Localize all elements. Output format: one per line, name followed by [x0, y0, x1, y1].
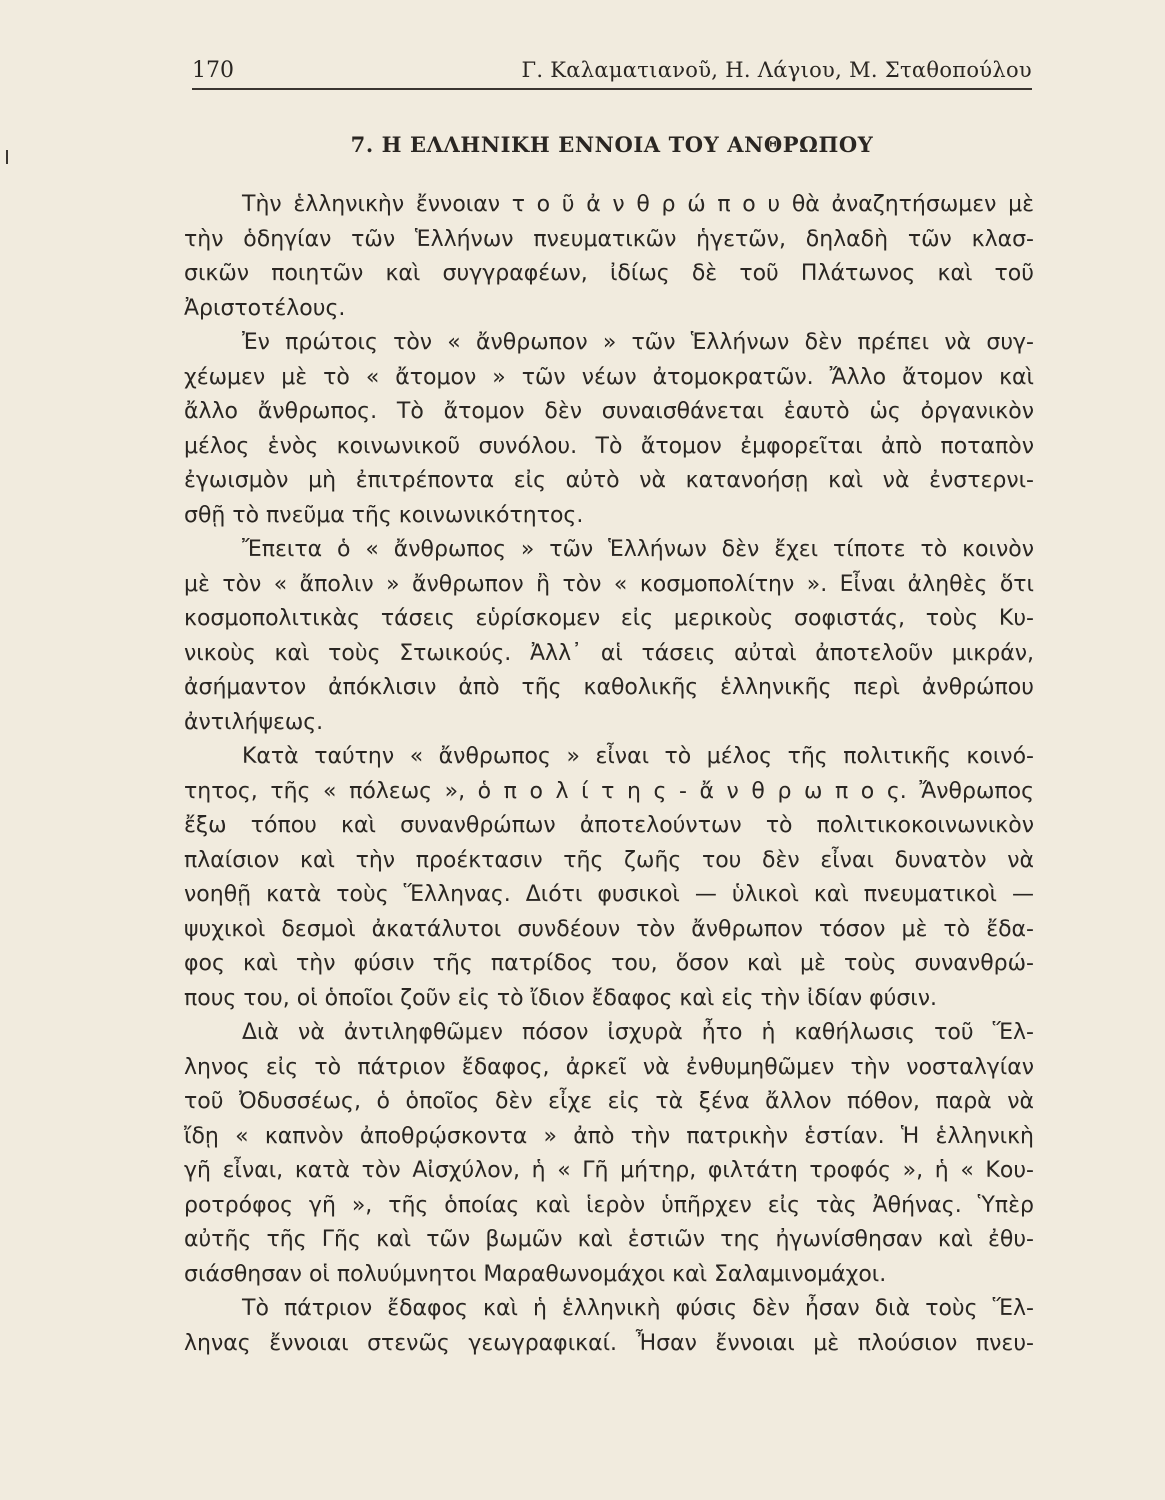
text-line: σιάσθησαν οἱ πολυύμνητοι Μαραθωνομάχοι καὶ Σαλαμινομάχοι. [184, 1261, 887, 1287]
text-line: κοσμοπολιτικὰς τάσεις εὑρίσκομεν εἰς μερικοὺς σοφιστάς, τοὺς Κυ- [184, 606, 1034, 631]
text-line: νικοὺς καὶ τοὺς Στωικούς. Ἀλλ᾽ αἱ τάσεις αὐταὶ ἀποτελοῦν μικράν, [184, 640, 1034, 666]
text-line: μέλος ἑνὸς κοινωνικοῦ συνόλου. Τὸ ἄτομον ἐμφορεῖται ἀπὸ ποταπὸν [184, 433, 1034, 459]
text-line: ληνος εἰς τὸ πάτριον ἔδαφος, ἀρκεῖ νὰ ἐνθυμηθῶμεν τὴν νοσταλγίαν [184, 1054, 1034, 1080]
text-line: ἄλλο ἄνθρωπος. Τὸ ἄτομον δὲν συναισθάνεται ἑαυτὸ ὡς ὀργανικὸν [184, 399, 1034, 424]
page-number: 170 [192, 58, 234, 83]
text-line: Ἐν πρώτοις τὸν « ἄνθρωπον » τῶν Ἑλλήνων δὲν πρέπει νὰ συγ- [242, 330, 1034, 355]
text-line: σικῶν ποιητῶν καὶ συγγραφέων, ἰδίως δὲ τοῦ Πλάτωνος καὶ τοῦ [184, 261, 1034, 286]
text-line: ροτρόφος γῆ », τῆς ὁποίας καὶ ἱερὸν ὑπῆρχεν εἰς τὰς Ἀθήνας. Ὑπὲρ [184, 1192, 1034, 1218]
text-line: ψυχικοὶ δεσμοὶ ἀκατάλυτοι συνδέουν τὸν ἄνθρωπον τόσον μὲ τὸ ἔδα- [184, 916, 1034, 942]
text-line: ληνας ἔννοιαι στενῶς γεωγραφικαί. Ἦσαν ἔννοιαι μὲ πλούσιον πνευ- [184, 1330, 1034, 1356]
text-line: σθῇ τὸ πνεῦμα τῆς κοινωνικότητος. [184, 502, 584, 528]
text-line: τητος, τῆς « πόλεως », ὁ π ο λ ί τ η ς - ἄ ν θ ρ ω π ο ς. Ἄνθρωπος [184, 778, 1034, 804]
text-line: ἀντιλήψεως. [184, 709, 324, 735]
text-line: Τὸ πάτριον ἔδαφος καὶ ἡ ἑλληνικὴ φύσις δὲν ἦσαν διὰ τοὺς Ἕλ- [242, 1296, 1034, 1321]
margin-mark [6, 150, 8, 164]
text-line: χέωμεν μὲ τὸ « ἄτομον » τῶν νέων ἀτομοκρατῶν. Ἄλλο ἄτομον καὶ [184, 364, 1034, 390]
text-line: ἴδῃ « καπνὸν ἀποθρῴσκοντα » ἀπὸ τὴν πατρικὴν ἑστίαν. Ἡ ἑλληνικὴ [184, 1123, 1034, 1149]
text-line: Ἔπειτα ὁ « ἄνθρωπος » τῶν Ἑλλήνων δὲν ἔχει τίποτε τὸ κοινὸν [242, 537, 1034, 562]
text-line: μὲ τὸν « ἄπολιν » ἄνθρωπον ἢ τὸν « κοσμοπολίτην ». Εἶναι ἀληθὲς ὅτι [184, 571, 1034, 597]
text-line: πλαίσιον καὶ τὴν προέκτασιν τῆς ζωῆς του δὲν εἶναι δυνατὸν νὰ [184, 847, 1034, 873]
text-line: νοηθῇ κατὰ τοὺς Ἕλληνας. Διότι φυσικοὶ — ὑλικοὶ καὶ πνευματικοὶ — [184, 882, 1034, 907]
text-line: αὐτῆς τῆς Γῆς καὶ τῶν βωμῶν καὶ ἑστιῶν της ἠγωνίσθησαν καὶ ἐθυ- [184, 1227, 1034, 1252]
text-line: Διὰ νὰ ἀντιληφθῶμεν πόσον ἰσχυρὰ ἦτο ἡ καθήλωσις τοῦ Ἕλ- [242, 1020, 1034, 1045]
running-head: Γ. Καλαματιανοῦ, Η. Λάγιου, Μ. Σταθοπούλου [521, 58, 1032, 82]
text-line: Κατὰ ταύτην « ἄνθρωπος » εἶναι τὸ μέλος τῆς πολιτικῆς κοινό- [242, 744, 1034, 769]
text-line: τοῦ Ὀδυσσέως, ὁ ὁποῖος δὲν εἶχε εἰς τὰ ξένα ἄλλον πόθον, παρὰ νὰ [184, 1089, 1034, 1114]
text-line: ἐγωισμὸν μὴ ἐπιτρέποντα εἰς αὐτὸ νὰ κατανοήσῃ καὶ νὰ ἐνστερνι- [184, 468, 1034, 493]
text-line: Ἀριστοτέλους. [184, 295, 346, 321]
text-line: τὴν ὁδηγίαν τῶν Ἑλλήνων πνευματικῶν ἡγετῶν, δηλαδὴ τῶν κλασ- [184, 226, 1034, 252]
text-line: πους του, οἱ ὁποῖοι ζοῦν εἰς τὸ ἴδιον ἔδαφος καὶ εἰς τὴν ἰδίαν φύσιν. [184, 985, 938, 1011]
text-line: γῆ εἶναι, κατὰ τὸν Αἰσχύλον, ἡ « Γῆ μήτηρ, φιλτάτη τροφός », ἡ « Κου- [184, 1158, 1034, 1183]
text-line: ἔξω τόπου καὶ συνανθρώπων ἀποτελούντων τὸ πολιτικοκοινωνικὸν [184, 813, 1034, 838]
chapter-title: 7. Η ΕΛΛΗΝΙΚΗ ΕΝΝΟΙΑ ΤΟΥ ΑΝΘΡΩΠΟΥ [350, 132, 874, 157]
text-line: Τὴν ἑλληνικὴν ἔννοιαν τ ο ῦ ἀ ν θ ρ ώ π ο υ θὰ ἀναζητήσωμεν μὲ [242, 192, 1034, 217]
page-header [192, 52, 1032, 90]
text-line: ἀσήμαντον ἀπόκλισιν ἀπὸ τῆς καθολικῆς ἑλληνικῆς περὶ ἀνθρώπου [184, 675, 1034, 700]
text-line: φος καὶ τὴν φύσιν τῆς πατρίδος του, ὅσον καὶ μὲ τοὺς συνανθρώ- [184, 951, 1034, 976]
body-text [184, 188, 1034, 1361]
